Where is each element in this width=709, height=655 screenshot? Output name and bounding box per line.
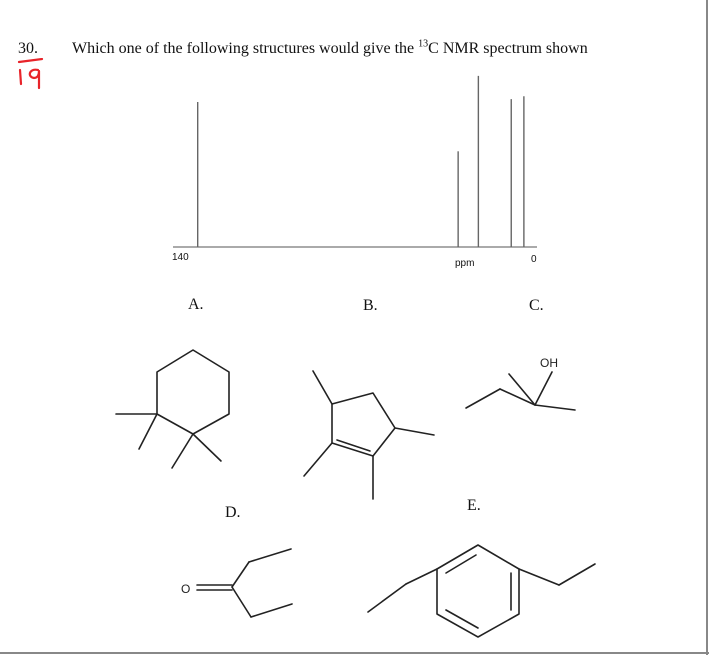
page-border-right: [706, 0, 708, 655]
structure-a: [116, 350, 229, 468]
structure-c: [466, 372, 575, 410]
question-text-end: C NMR spectrum shown: [428, 40, 588, 57]
option-d-label: D.: [225, 504, 241, 521]
hydroxyl-label: OH: [540, 356, 558, 370]
option-c-label: C.: [529, 297, 544, 314]
structure-e: [368, 545, 595, 637]
page-border-bottom: [0, 652, 709, 654]
question-number: 30.: [18, 40, 38, 57]
structure-b: [304, 371, 434, 499]
isotope-superscript: 13: [418, 38, 429, 50]
option-e-label: E.: [467, 497, 481, 514]
axis-label-ppm: ppm: [455, 258, 475, 269]
axis-label-140: 140: [172, 252, 189, 263]
question-text-start: Which one of the following structures would give the: [72, 40, 419, 57]
option-b-label: B.: [363, 297, 378, 314]
oxygen-label: O: [181, 582, 191, 596]
option-a-label: A.: [188, 296, 204, 313]
structure-d: [197, 549, 292, 617]
axis-label-0: 0: [531, 254, 537, 265]
